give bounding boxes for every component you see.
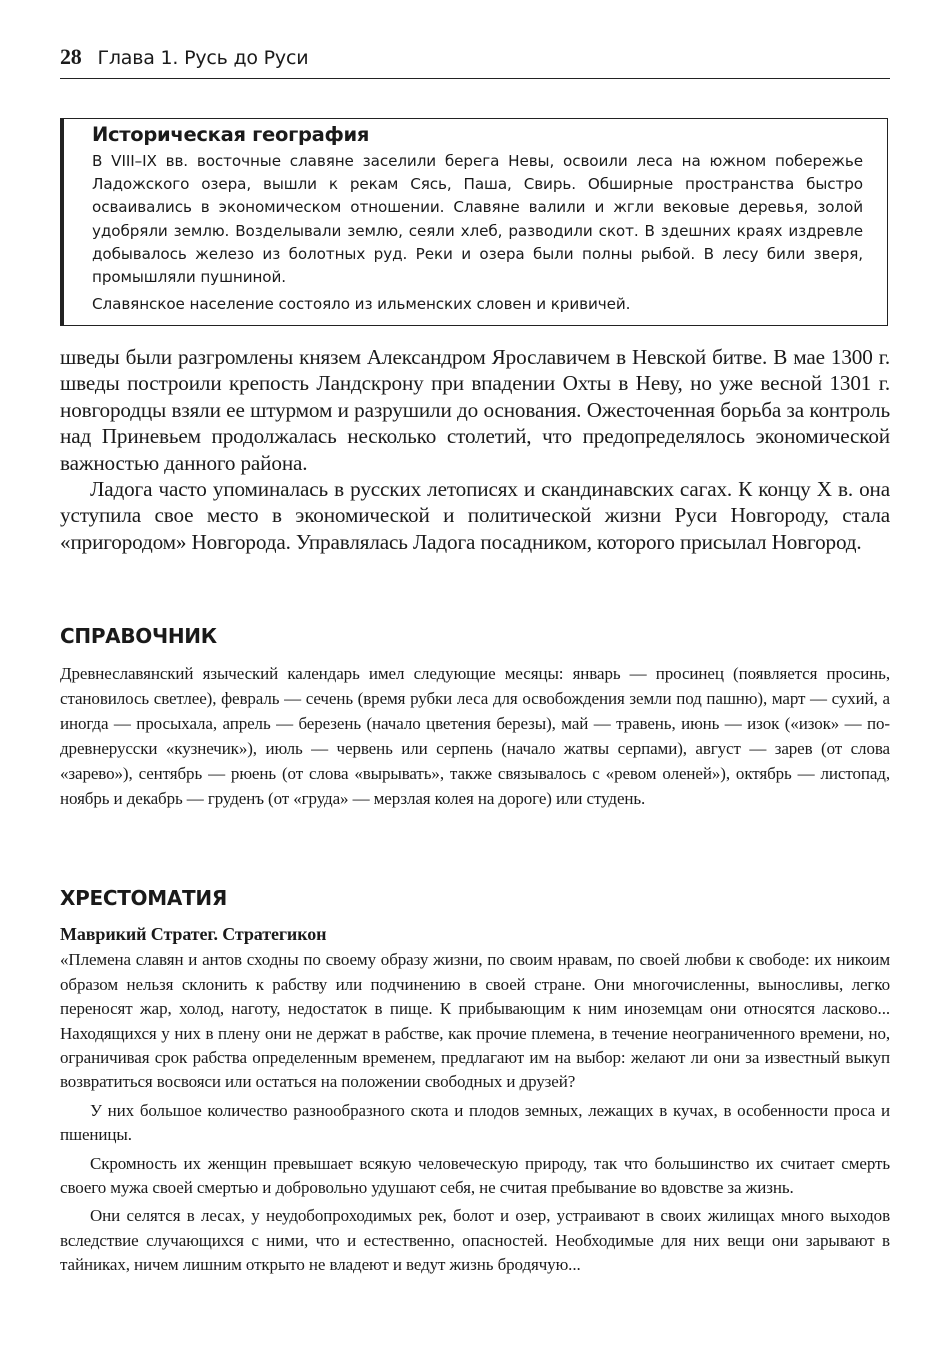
reference-section	[60, 662, 890, 811]
box-paragraph: В VIII–IX вв. восточные славяне заселили берега Невы, освоили леса на южном побережье Ладожского озера, вышли к рекам Сясь, Паша, Свирь. Обширные пространства быстро осваивались в экономическом отношении. Славяне валили и жгли вековые деревья, золой удобряли землю. Возделывали землю, сеяли хлеб, разводили скот. В здешних краях издревле добывалось железо из болотных руд. Реки и озера были полны рыбой. В лесу били зверя, промышляли пушниной.	[92, 152, 863, 287]
reader-section	[60, 922, 890, 1278]
main-paragraph: шведы были разгромлены князем Александром Ярославичем в Невской битве. В мае 1300 г. шведы построили крепость Ландскрону при впадении Охты в Неву, но уже весной 1301 г. новгородцы взяли ее штурмом и разрушили до основания. Ожесточенная борьба за контроль над Приневьем продолжалась несколько столетий, что предопределялось экономической важностью данного района.	[60, 345, 890, 475]
box-paragraph: Славянское население состояло из ильменских словен и кривичей.	[92, 295, 631, 314]
header-rule	[60, 78, 890, 79]
main-text	[60, 344, 890, 555]
running-header	[60, 44, 308, 70]
reader-paragraph: Скромность их женщин превышает всякую человеческую природу, так что большинство их считает смерть своего мужа своей смертью и добровольно удушают себя, не считая пребывание во вдовстве за жизнь.	[60, 1153, 890, 1198]
reference-text: Древнеславянский языческий календарь имел следующие месяцы: январь — просинец (появляется просинь, становилось светлее), февраль — сечень (время рубки леса для освобождения земли под пашню), март — сухий, а иногда — просыхала, апрель — березень (начало цветения березы), май — травень, июнь — изок («изок» — по-древнерусски «кузнечик»), июль — червень или серпень (начало жатвы серпами), август — зарев (от слова «зарево»), сентябрь — рюень (от слова «вырывать», также связывалось с «ревом оленей»), октябрь — листопад, ноябрь и декабрь — груденъ (от «груда» — мерзлая колея на дороге) или студень.	[60, 664, 890, 808]
reference-heading: СПРАВОЧНИК	[60, 624, 217, 648]
reader-heading: ХРЕСТОМАТИЯ	[60, 886, 227, 910]
reader-paragraph: У них большое количество разнообразного скота и плодов земных, лежащих в кучах, в особенности проса и пшеницы.	[60, 1100, 890, 1145]
chapter-title: Глава 1. Русь до Руси	[97, 47, 309, 69]
reader-paragraph: Они селятся в лесах, у неудобопроходимых рек, болот и озер, устраивают в своих жилищах много выходов вследствие случающихся с ними, что и естественно, опасностей. Необходимые для них вещи они зарывают в тайниках, ничем лишним открыто не владеют и ведут жизнь бродячую...	[60, 1206, 890, 1275]
historical-geography-box	[60, 118, 888, 326]
reader-subtitle: Маврикий Стратег. Стратегикон	[60, 924, 327, 944]
main-paragraph: Ладога часто упоминалась в русских летописях и скандинавских сагах. К концу X в. она уступила свое место в экономической и политической жизни Руси Новгороду, стала «пригородом» Новгорода. Управлялась Ладога посадником, которого присылал Новгород.	[60, 477, 890, 554]
page-number: 28	[60, 44, 82, 69]
reader-paragraph: «Племена славян и антов сходны по своему образу жизни, по своим нравам, по своей любви к свободе: их никоим образом нельзя склонить к рабству или подчинению в своей стране. Они многочисленны, выносливы, легко переносят жар, холод, наготу, недостаток в пище. К прибывающим к ним иноземцам они относятся ласково... Находящихся у них в плену они не держат в рабстве, как прочие племена, в течение неограниченного времени, но, ограничивая срок рабства определенным временем, предлагают им на выбор: желают ли они за известный выкуп возвратиться восвояси или остаться на положении свободных и друзей?	[60, 950, 890, 1092]
box-title: Историческая география	[92, 123, 370, 146]
